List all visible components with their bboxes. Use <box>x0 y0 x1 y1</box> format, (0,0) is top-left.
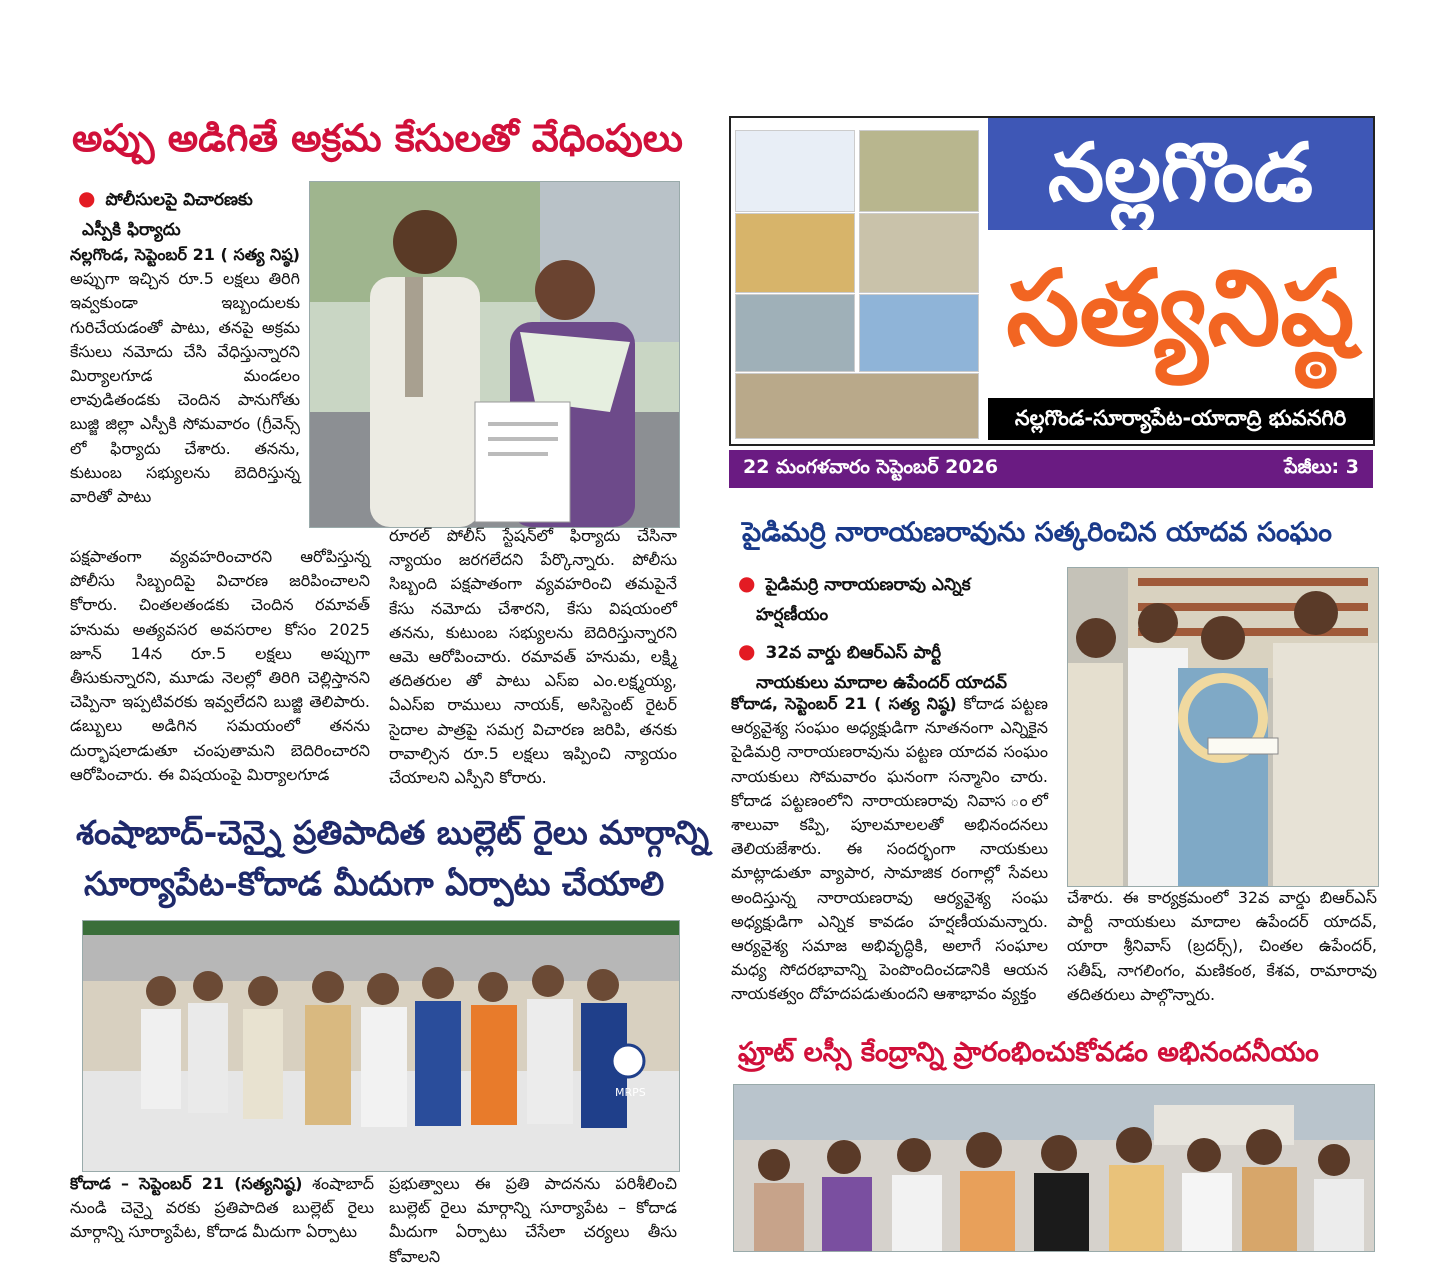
bullet-text-cont: నాయకులు మాదాల ఉపేందర్ యాదవ్ <box>756 673 1007 693</box>
bullet-text-cont: హర్షణీయం <box>756 605 829 625</box>
story3-dateline: కోదాడ, సెప్టెంబర్ 21 ( సత్య నిష్ఠ) <box>731 694 957 713</box>
story1-col1-text: అప్పుగా ఇచ్చిన రూ.5 లక్షలు తిరిగి ఇవ్వకుండా ఇబ్బందులకు గురిచేయడంతో పాటు, తనపై అక్రమ కేసులు నమోదు చేసి వేధిస్తున్నారని మిర్యాలగూడ మండలం లావుడితండకు చెందిన పానుగోతు బుజ్జి జిల్లా ఎస్పీకి సోమవారం (గ్రీవెన్స్ లో ఫిర్యాదు చేశారు. తనను, కుటుంబ సభ్యులను బెదిరిస్తున్న వారితో పాటు <box>70 269 300 507</box>
couple-photo <box>310 182 679 527</box>
story1-col1-top <box>70 243 300 509</box>
story2-dateline: కోదాడ – సెప్టెంబర్ 21 (సత్యనిష్ఠ) <box>70 1174 303 1193</box>
story3-headline: పైడిమర్రి నారాయణరావును సత్కరించిన యాదవ సంఘం <box>742 517 1332 548</box>
issue-date: 22 మంగళవారం సెప్టెంబర్ 2026 <box>743 455 999 478</box>
inauguration-photo <box>734 1085 1374 1251</box>
felicitation-photo <box>1068 568 1378 886</box>
bullet-text: పోలీసులపై విచారణకు <box>105 190 253 210</box>
bullet-text-cont: ఎస్పీకి ఫిర్యాదు <box>82 220 181 240</box>
collage-thumb-crowd <box>735 373 979 439</box>
collage-thumb-temple-tower <box>735 213 855 293</box>
collage-thumb-domes <box>859 294 979 372</box>
story3-col2: చేశారు. ఈ కార్యక్రమంలో 32వ వార్డు బిఆర్ఎస్ పార్టీ నాయకులు మాదాల ఉపేందర్ యాదవ్, యారా శ్రీనివాస్ (బ్రదర్స్), చింతల ఉపేందర్, సతీష్, నాగలింగం, మణికంఠ, కేశవ, రామారావు తదితరులు పాల్గొన్నారు. <box>1067 888 1377 1004</box>
masthead-region: నల్లగొండ-సూర్యాపేట-యాదాద్రి భువనగిరి <box>988 398 1373 440</box>
story1-dateline: నల్లగొండ, సెప్టెంబర్ 21 ( సత్య నిష్ఠ) <box>70 245 300 264</box>
group-photo <box>83 921 679 1171</box>
collage-thumb-dam <box>735 294 855 372</box>
collage-thumb-sky <box>735 130 855 212</box>
story3-col1 <box>731 692 1048 1007</box>
story2-col1-text: శంషాబాద్ నుండి చెన్నై వరకు ప్రతిపాదిత బుల్లెట్ రైలు మార్గాన్ని సూర్యాపేట, కోదాడ మీదుగా ఏర్పాటు <box>70 1174 375 1242</box>
story2-headline-2: సూర్యాపేట-కోదాడ మీదుగా ఏర్పాటు చేయాలి <box>84 864 665 903</box>
bullet-dot-icon: ● <box>738 571 756 595</box>
story1-col1-bottom: పక్షపాతంగా వ్యవహరించారని ఆరోపిస్తున్న పోలీసు సిబ్బందిపై విచారణ జరిపించాలని కోరారు. చింతలతండకు చెందిన రమావత్ హనుమ అత్యవసర అవసరాల కోసం 2025 జూన్ 14న రూ.5 లక్షలు అప్పుగా తీసుకున్నారని, మూడు నెలల్లో తిరిగి చెల్లిస్తానని చెప్పినా ఇప్పటివరకు ఇవ్వలేదని బుజ్జి తెలిపారు. డబ్బులు అడిగిన సమయంలో తనను దుర్భాషలాడుతూ చంపుతామని బెదిరించారని ఆరోపించారు. ఈ విషయంపై మిర్యాలగూడ <box>70 547 370 784</box>
bullet-dot-icon: ● <box>738 639 756 663</box>
story2-col2: ప్రభుత్వాలు ఈ ప్రతి పాదనను పరిశీలించి బుల్లెట్ రైలు మార్గాన్ని సూర్యాపేట – కోదాడ మీదుగా ఏర్పాటు చేసేలా చర్యలు తీసు కోవాలని <box>389 1174 677 1266</box>
story3-bullets <box>738 568 1060 698</box>
bullet-dot-icon: ● <box>78 186 96 210</box>
masthead <box>729 116 1375 446</box>
story4-headline: ఫ్రూట్ లస్సీ కేంద్రాన్ని ప్రారంభించుకోవడం అభినందనీయం <box>738 1037 1319 1068</box>
story3-photo <box>1067 567 1379 887</box>
story4-photo <box>733 1084 1375 1252</box>
bullet-text: పైడిమర్రి నారాయణరావు ఎన్నిక <box>765 575 971 595</box>
story2-headline-1: శంషాబాద్-చెన్నై ప్రతిపాదిత బుల్లెట్ రైలు మార్గాన్ని <box>76 813 709 852</box>
story2-photo <box>82 920 680 1172</box>
story1-bullet <box>78 183 303 245</box>
story3-col1-text: కోదాడ పట్టణ ఆర్యవైశ్య సంఘం అధ్యక్షుడిగా నూతనంగా ఎన్నికైన పైడిమర్రి నారాయణరావును పట్టణ యాదవ సంఘం నాయకులు సోమవారం ఘనంగా సన్మానిం చారు. కోదాడ పట్టణంలోని నారాయణరావు నివాస ంలో శాలువా కప్పి, పూలమాలలతో అభినందనలు తెలియజేశారు. ఈ సందర్భంగా నాయకులు మాట్లాడుతూ వ్యాపార, సామాజిక రంగాల్లో సేవలు అందిస్తున్న నారాయణరావు ఆర్యవైశ్య సంఘ అధ్యక్షుడిగా ఎన్నిక కావడం హర్షణీయమన్నారు. ఆర్యవైశ్య సమాజ అభివృద్ధికి, అలాగే సంఘాల మధ్య సోదరభావాన్ని పెంపొందించడానికి ఆయన నాయకత్వం దోహదపడుతుందని ఆశాభావం వ్యక్తం <box>731 694 1048 1004</box>
collage-thumb-temple <box>859 213 979 293</box>
collage-thumb-fort <box>859 130 979 212</box>
mrps-badge-text: MRPS <box>615 1086 646 1099</box>
story2-col1 <box>70 1172 374 1245</box>
masthead-name-top: నల్లగొండ <box>988 118 1373 230</box>
story1-photo <box>309 181 680 528</box>
masthead-name-main: సత్యనిష్ఠ <box>1006 247 1355 369</box>
story1-col2: రూరల్ పోలీస్ స్టేషన్‌లో ఫిర్యాదు చేసినా న్యాయం జరగలేదని పేర్కొన్నారు. పోలీసు సిబ్బంది పక్షపాతంగా వ్యవహరించి తమపైనే కేసు నమోదు చేశారని, కేసు విషయంలో తనను, కుటుంబ సభ్యులను బెదిరిస్తున్నారని ఆమె ఆరోపించారు. రమావత్ హనుమ, లక్ష్మి తదితరుల తో పాటు ఎస్ఐ ఎం.లక్ష్మయ్య, ఏఎస్ఐ రాములు నాయక్, అసిస్టెంట్ రైటర్ సైదాల పాత్రపై సమగ్ర విచారణ జరిపి, తనకు రావాల్సిన రూ.5 లక్షలు ఇప్పించి న్యాయం చేయాలని ఎస్పీని కోరారు. <box>389 526 677 788</box>
bullet-text: 32వ వార్డు బిఆర్ఎస్ పార్టీ <box>765 643 942 663</box>
masthead-dateline <box>729 450 1373 488</box>
story1-headline: అప్పు అడిగితే అక్రమ కేసులతో వేధింపులు <box>72 116 683 160</box>
page-count: పేజీలు: 3 <box>1284 455 1359 478</box>
